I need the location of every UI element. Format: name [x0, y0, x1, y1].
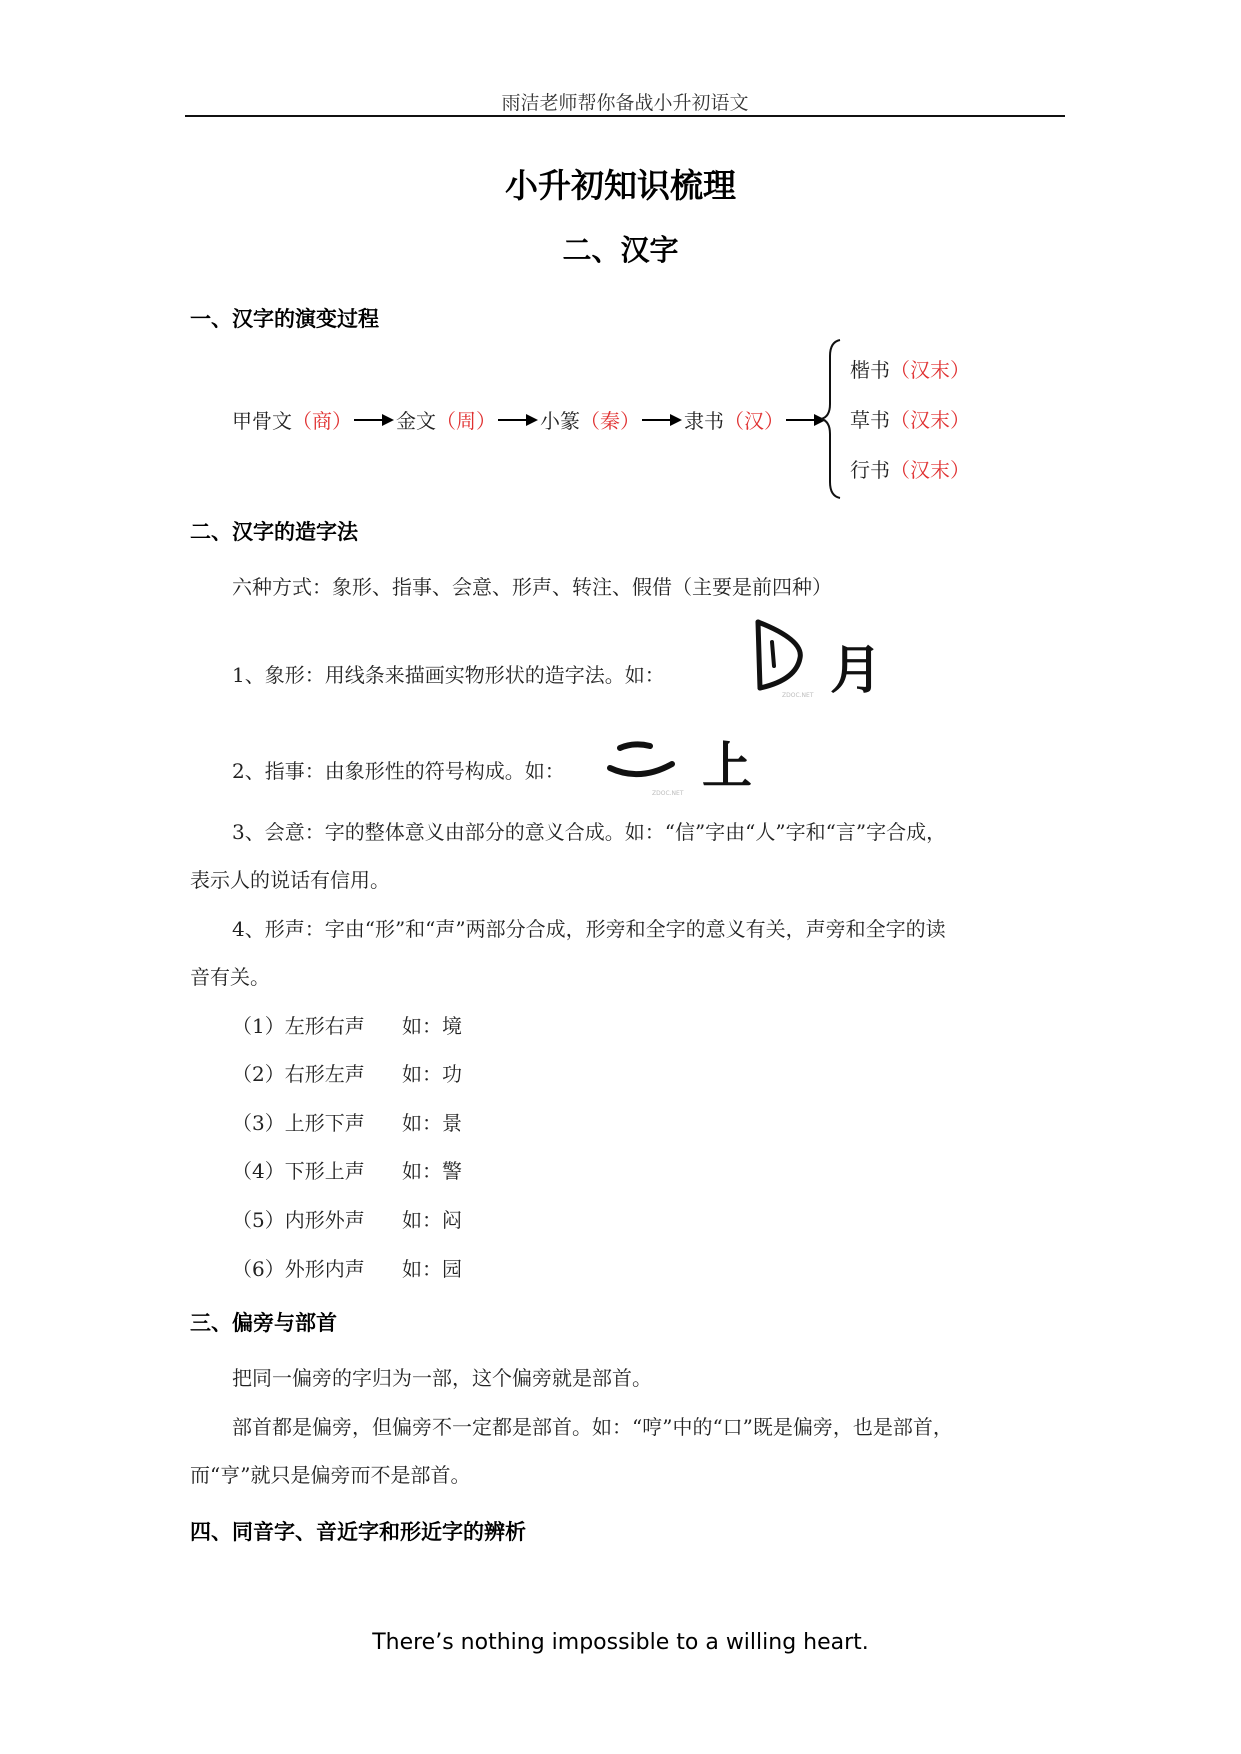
list-item: （3）上形下声 如：景 [232, 1111, 462, 1135]
up-indicative-icon [606, 738, 676, 784]
phonosemantic-line1: 4、形声：字由“形”和“声”两部分合成，形旁和全字的意义有关，声旁和全字的读 [232, 917, 946, 941]
associative-line1: 3、会意：字的整体意义由部分的意义合成。如：“信”字由“人”字和“言”字合成， [232, 820, 947, 844]
moon-glyph: 月 [830, 641, 883, 701]
page-title: 小升初知识梳理 [505, 166, 736, 205]
branch-running: 行书（汉末） [850, 458, 970, 482]
branch-regular: 楷书（汉末） [850, 358, 970, 382]
chain-item-oracle: 甲骨文（商） [232, 409, 352, 433]
chain-item-bronze: 金文（周） [396, 409, 496, 433]
chain-item-small-seal: 小篆（秦） [540, 409, 640, 433]
page-subtitle: 二、汉字 [562, 233, 679, 267]
indicative-item: 2、指事：由象形性的符号构成。如： [232, 759, 565, 783]
radical-paragraph1: 把同一偏旁的字归为一部，这个偏旁就是部首。 [232, 1366, 652, 1390]
chain-item-clerical: 隶书（汉） [684, 409, 784, 433]
arrow-right-icon [354, 414, 394, 426]
image-watermark: ZDOC.NET [652, 790, 684, 797]
section1-heading: 一、汉字的演变过程 [190, 307, 379, 331]
list-item: （6）外形内声 如：园 [232, 1257, 462, 1281]
curly-brace-icon [818, 338, 844, 500]
arrow-right-icon [498, 414, 538, 426]
list-item: （1）左形右声 如：境 [232, 1014, 462, 1038]
list-item: （5）内形外声 如：闷 [232, 1208, 462, 1232]
list-item: （4）下形上声 如：警 [232, 1159, 462, 1183]
section3-heading: 三、偏旁与部首 [190, 1311, 337, 1335]
radical-paragraph2-line2: 而“亨”就只是偏旁而不是部首。 [190, 1463, 471, 1487]
associative-line2: 表示人的说话有信用。 [190, 868, 390, 892]
page-header: 雨洁老师帮你备战小升初语文 [501, 92, 749, 114]
evolution-chain [232, 405, 828, 434]
section4-heading: 四、同音字、音近字和形近字的辨析 [190, 1520, 526, 1544]
methods-intro: 六种方式：象形、指事、会意、形声、转注、假借（主要是前四种） [232, 575, 832, 599]
arrow-right-icon [642, 414, 682, 426]
list-item: （2）右形左声 如：功 [232, 1062, 462, 1086]
page-footer: There’s nothing impossible to a willing heart. [372, 1630, 869, 1655]
radical-paragraph2-line1: 部首都是偏旁，但偏旁不一定都是部首。如：“哼”中的“口”既是偏旁，也是部首， [232, 1415, 953, 1439]
image-watermark: ZDOC.NET [782, 692, 814, 699]
header-rule [185, 115, 1065, 117]
moon-pictograph-icon [748, 618, 808, 692]
up-glyph: 上 [702, 737, 752, 795]
phonosemantic-line2: 音有关。 [190, 965, 270, 989]
section2-heading: 二、汉字的造字法 [190, 520, 358, 544]
branch-cursive: 草书（汉末） [850, 408, 970, 432]
pictograph-item: 1、象形：用线条来描画实物形状的造字法。如： [232, 663, 665, 687]
